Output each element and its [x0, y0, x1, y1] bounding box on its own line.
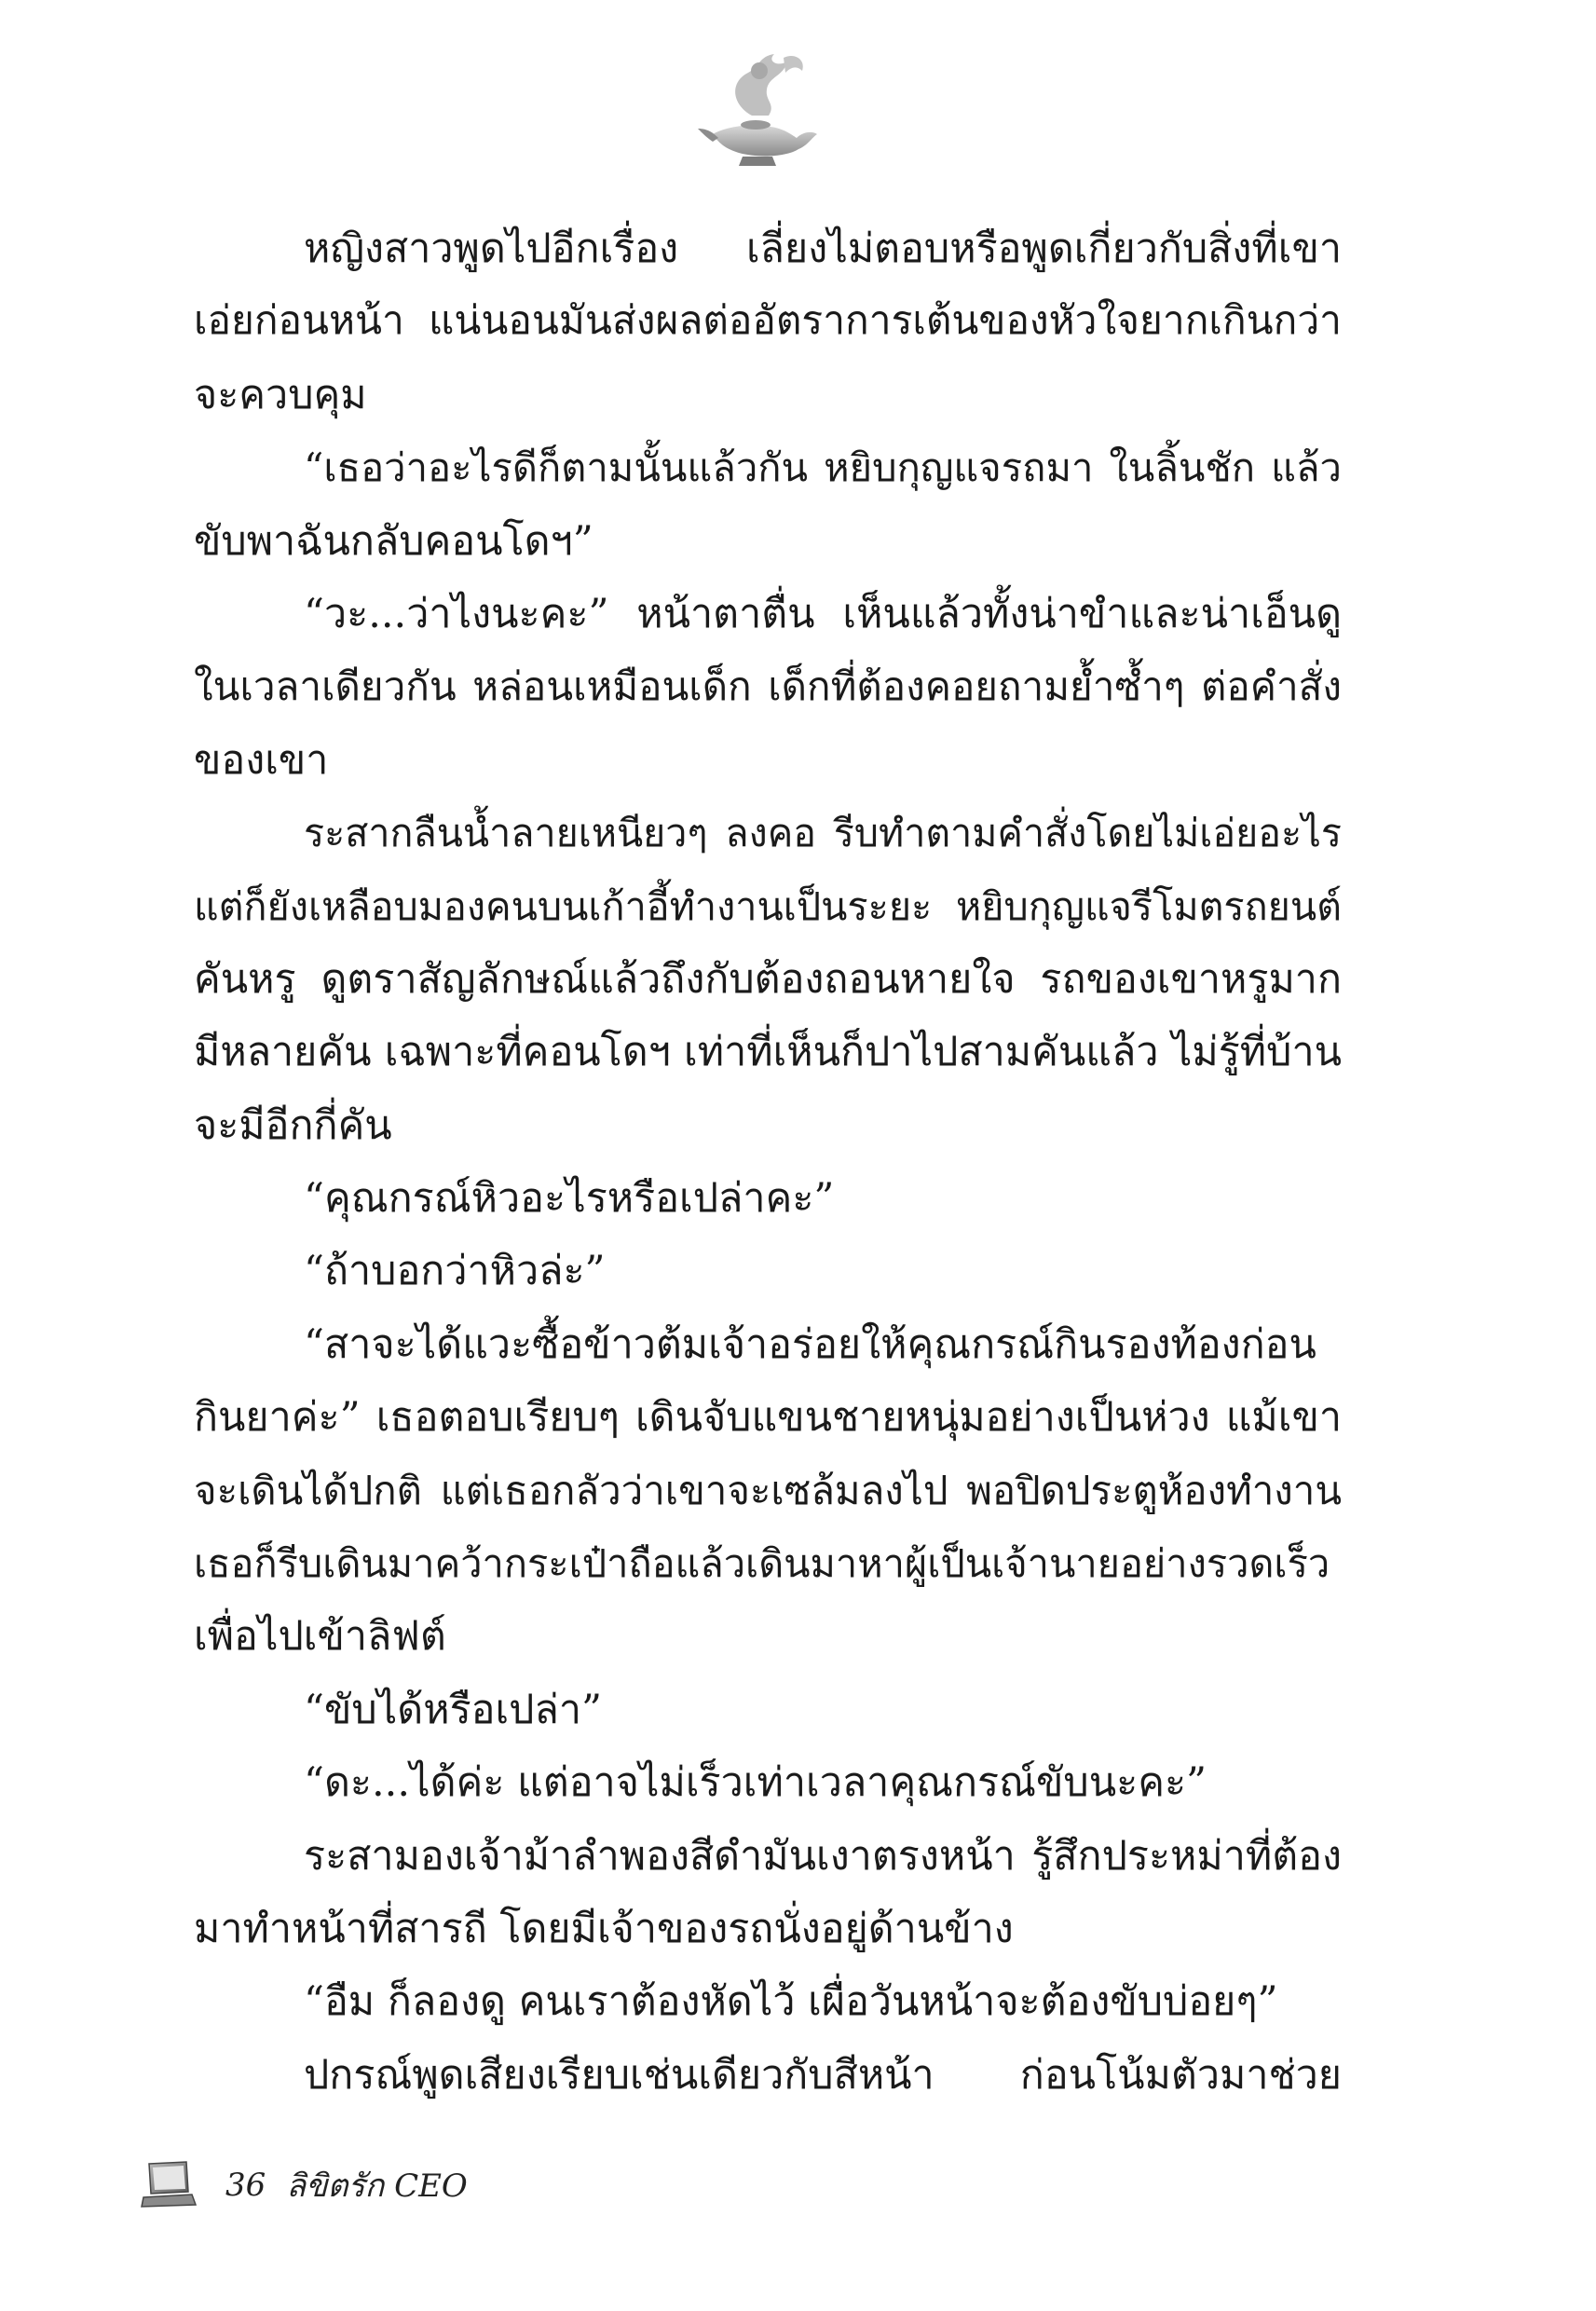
text-line: จะควบคุม — [194, 371, 367, 418]
text-line: เอ่ยก่อนหน้า แน่นอนมันส่งผลต่ออัตราการเต้นของหัวใจยากเกินกว่า — [194, 298, 1342, 345]
text-line: แต่ก็ยังเหลือบมองคนบนเก้าอี้ทำงานเป็นระยะ หยิบกุญแจรีโมตรถยนต์ — [194, 883, 1342, 929]
text-line: “คุณกรณ์หิวอะไรหรือเปล่าคะ” — [304, 1175, 835, 1223]
text-line: จะมีอีกกี่คัน — [194, 1101, 392, 1149]
text-line: มาทำหน้าที่สารถี โดยมีเจ้าของรถนั่งอยู่ด้านข้าง — [194, 1905, 1014, 1952]
text-line: “วะ...ว่าไงนะคะ” หน้าตาตื่น เห็นแล้วทั้งน่าขำและน่าเอ็นดู — [304, 590, 1342, 637]
book-title: ลิขิตรัก CEO — [286, 2167, 468, 2205]
text-line: ของเขา — [194, 736, 329, 784]
text-line: ระสามองเจ้าม้าลำพองสีดำมันเงาตรงหน้า รู้สึกประหม่าที่ต้อง — [304, 1832, 1342, 1880]
genie-lamp-icon — [694, 48, 825, 170]
page-number: 36 — [225, 2167, 266, 2204]
text-line: “ดะ...ได้ค่ะ แต่อาจไม่เร็วเท่าเวลาคุณกรณ์ขับนะคะ” — [304, 1759, 1207, 1807]
text-line: มีหลายคัน เฉพาะที่คอนโดฯ เท่าที่เห็นก็ปาไปสามคันแล้ว ไม่รู้ที่บ้าน — [194, 1029, 1342, 1076]
text-line: “ขับได้หรือเปล่า” — [304, 1686, 602, 1733]
text-line: ปกรณ์พูดเสียงเรียบเช่นเดียวกับสีหน้า ก่อนโน้มตัวมาช่วย — [304, 2051, 1342, 2099]
text-line: “เธอว่าอะไรดีก็ตามนั้นแล้วกัน หยิบกุญแจรถมา ในลิ้นชัก แล้ว — [304, 444, 1342, 491]
text-line: ในเวลาเดียวกัน หล่อนเหมือนเด็ก เด็กที่ต้องคอยถามย้ำซ้ำๆ ต่อคำสั่ง — [194, 663, 1342, 710]
text-line: กินยาค่ะ” เธอตอบเรียบๆ เดินจับแขนชายหนุ่มอย่างเป็นห่วง แม้เขา — [194, 1394, 1342, 1442]
text-line: “อืม ก็ลองดู คนเราต้องหัดไว้ เผื่อวันหน้าจะต้องขับบ่อยๆ” — [304, 1978, 1278, 2026]
page-footer — [140, 2153, 468, 2218]
text-line: เพื่อไปเข้าลิฟต์ — [194, 1613, 446, 1661]
laptop-icon — [140, 2160, 198, 2210]
text-line: ขับพาฉันกลับคอนโดฯ” — [194, 517, 593, 565]
text-line: “สาจะได้แวะซื้อข้าวต้มเจ้าอร่อยให้คุณกรณ์กินรองท้องก่อน — [304, 1320, 1316, 1368]
body-text — [194, 212, 1342, 2112]
text-line: ระสากลืนน้ำลายเหนียวๆ ลงคอ รีบทำตามคำสั่งโดยไม่เอ่ยอะไร — [304, 811, 1342, 856]
text-line: เธอก็รีบเดินมาคว้ากระเป๋าถือแล้วเดินมาหาผู้เป็นเจ้านายอย่างรวดเร็ว — [194, 1540, 1330, 1587]
text-line: จะเดินได้ปกติ แต่เธอกลัวว่าเขาจะเซล้มลงไป พอปิดประตูห้องทำงาน — [194, 1467, 1342, 1513]
text-line: คันหรู ดูตราสัญลักษณ์แล้วถึงกับต้องถอนหายใจ รถของเขาหรูมาก — [194, 955, 1342, 1003]
text-line: “ถ้าบอกว่าหิวล่ะ” — [304, 1248, 606, 1295]
text-line: หญิงสาวพูดไปอีกเรื่อง เลี่ยงไม่ตอบหรือพูดเกี่ยวกับสิ่งที่เขา — [304, 226, 1342, 272]
